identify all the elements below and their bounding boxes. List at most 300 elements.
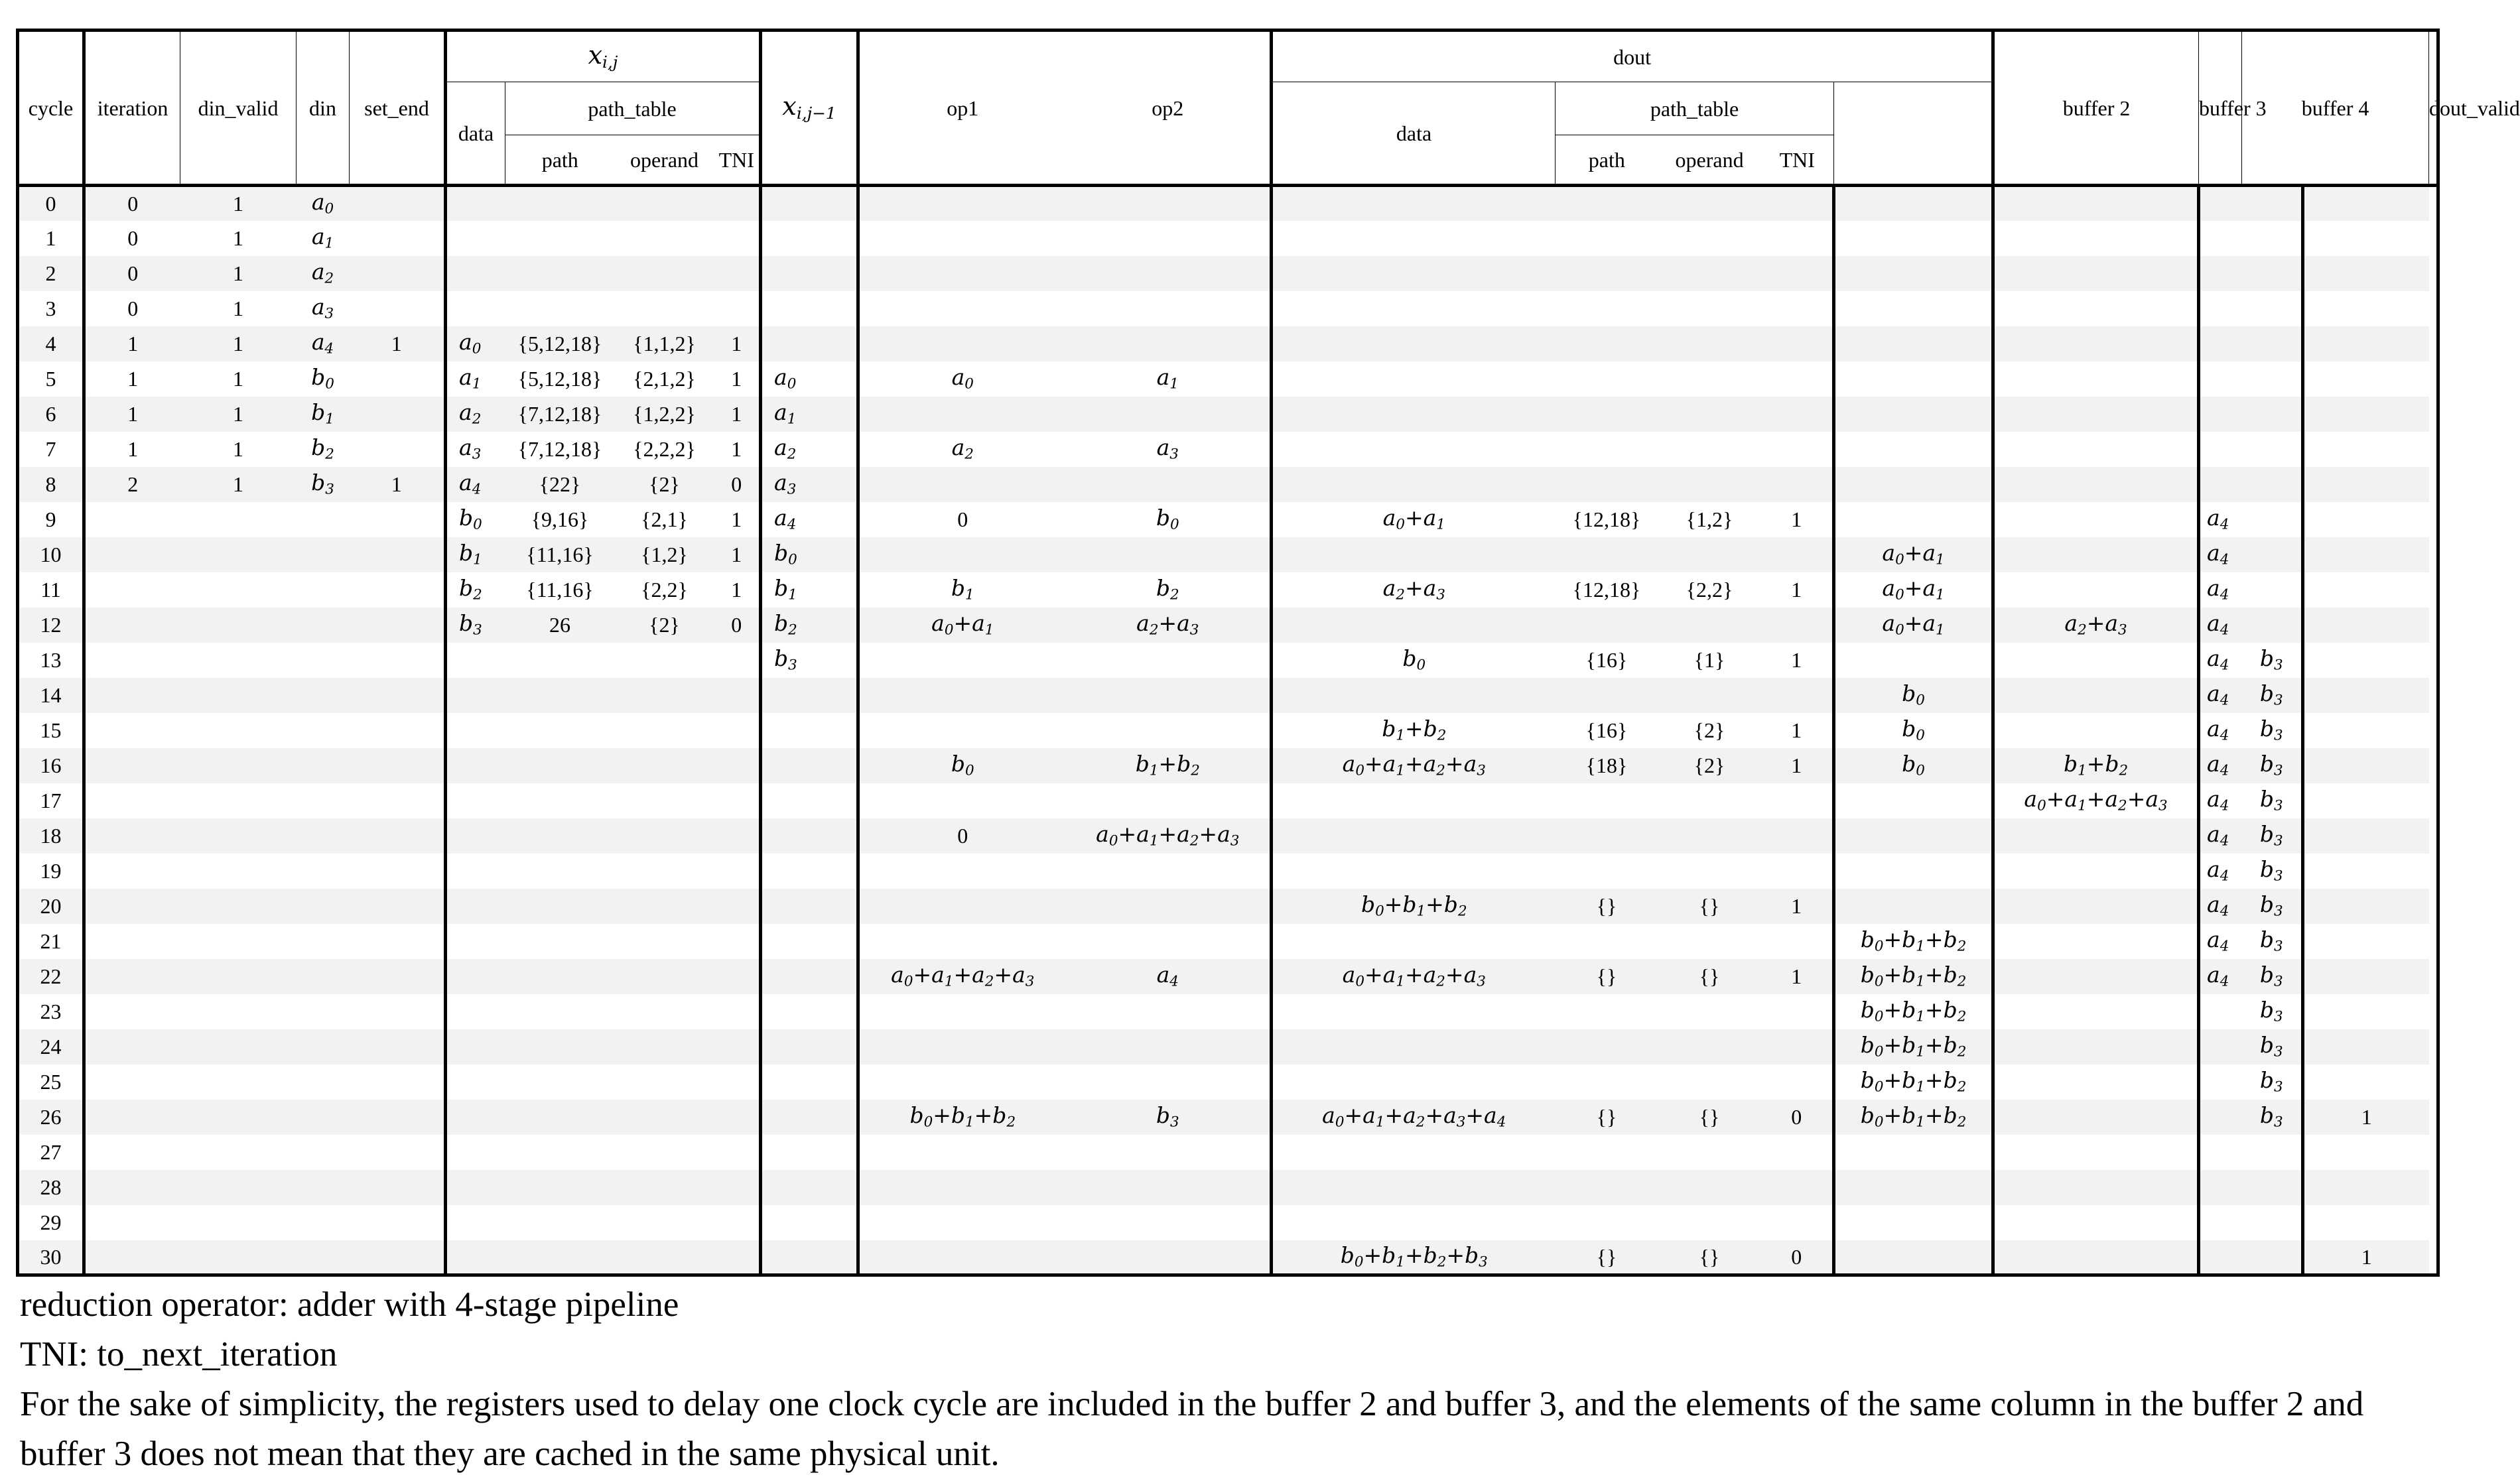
cell-din <box>297 713 350 748</box>
cell-x-prev: $b_0$ <box>761 537 858 572</box>
cell-x-data <box>446 291 505 326</box>
cell-op1 <box>858 291 1066 326</box>
cell-x-operand <box>615 818 714 854</box>
cell-x-path <box>505 1205 615 1240</box>
cell-buffer-2 <box>1834 221 1993 256</box>
cell-x-path <box>505 1029 615 1064</box>
cell-dout-tni <box>1761 256 1834 291</box>
cell-cycle: 29 <box>18 1205 84 1240</box>
cell-din <box>297 537 350 572</box>
col-buffer-3: buffer 3 <box>2199 31 2242 186</box>
cell-dout-operand <box>1658 291 1761 326</box>
cell-dout-tni: 0 <box>1761 1100 1834 1135</box>
cell-cycle: 16 <box>18 748 84 783</box>
cell-cycle: 19 <box>18 854 84 889</box>
cell-set-end: 1 <box>350 326 446 361</box>
cell-dout-path: {} <box>1556 959 1658 994</box>
cell-dout-path <box>1556 994 1658 1029</box>
cell-din-valid <box>180 678 297 713</box>
cell-iteration <box>84 643 180 678</box>
cell-dout-operand <box>1658 186 1761 221</box>
cell-x-prev: $a_3$ <box>761 467 858 502</box>
cell-dout-tni <box>1761 1029 1834 1064</box>
cell-din: $a_2$ <box>297 256 350 291</box>
cell-dout-operand: {} <box>1658 959 1761 994</box>
cell-iteration: 0 <box>84 186 180 221</box>
cell-buffer-3 <box>1993 1029 2199 1064</box>
cell-x-operand <box>615 1064 714 1100</box>
cell-x-tni: 1 <box>714 537 761 572</box>
table-row <box>18 537 2438 572</box>
cell-set-end <box>350 291 446 326</box>
cell-dout-path <box>1556 291 1658 326</box>
cell-dout-operand <box>1658 326 1761 361</box>
col-x-path: path <box>505 135 615 186</box>
cell-x-operand <box>615 1135 714 1170</box>
cell-iteration: 1 <box>84 432 180 467</box>
cell-dout-path: {12,18} <box>1556 502 1658 537</box>
cell-dout-operand <box>1658 994 1761 1029</box>
table-row <box>18 1029 2438 1064</box>
cell-dout-valid: 1 <box>2303 1100 2429 1135</box>
cell-set-end <box>350 397 446 432</box>
cell-buffer-4a <box>2199 1240 2242 1275</box>
table-row <box>18 1170 2438 1205</box>
cell-buffer-2: $a_0+a_1$ <box>1834 537 1993 572</box>
cell-din-valid <box>180 1100 297 1135</box>
cell-x-operand <box>615 783 714 818</box>
col-buffer-4: buffer 4 <box>2242 31 2429 186</box>
cell-x-path: {22} <box>505 467 615 502</box>
cell-dout-path <box>1556 1029 1658 1064</box>
cell-op1: $b_0$ <box>858 748 1066 783</box>
cell-dout-data <box>1272 537 1556 572</box>
cell-x-tni <box>714 256 761 291</box>
cell-x-operand: {1,2} <box>615 537 714 572</box>
cell-dout-operand <box>1658 678 1761 713</box>
cell-buffer-3 <box>1993 291 2199 326</box>
cell-dout-data <box>1272 361 1556 397</box>
cell-dout-valid <box>2303 748 2429 783</box>
cell-x-path <box>505 1170 615 1205</box>
cell-cycle: 2 <box>18 256 84 291</box>
cell-set-end <box>350 1064 446 1100</box>
cell-x-tni: 1 <box>714 326 761 361</box>
col-dout-operand: operand <box>1658 135 1761 186</box>
cell-dout-data <box>1272 467 1556 502</box>
cell-dout-operand <box>1658 361 1761 397</box>
cell-set-end <box>350 1029 446 1064</box>
cell-dout-valid <box>2303 1205 2429 1240</box>
col-dout-path-table: path_table <box>1556 82 1834 135</box>
cell-op1 <box>858 1170 1066 1205</box>
cell-x-path <box>505 818 615 854</box>
cell-buffer-3 <box>1993 467 2199 502</box>
cell-op1 <box>858 467 1066 502</box>
cell-dout-operand <box>1658 1170 1761 1205</box>
cell-dout-path <box>1556 221 1658 256</box>
cell-cycle: 5 <box>18 361 84 397</box>
cell-set-end <box>350 994 446 1029</box>
cell-buffer-2 <box>1834 326 1993 361</box>
cell-buffer-3 <box>1993 1135 2199 1170</box>
cell-op2: $a_4$ <box>1066 959 1272 994</box>
cell-din <box>297 1064 350 1100</box>
cell-x-tni <box>714 221 761 256</box>
cell-x-tni: 1 <box>714 502 761 537</box>
cell-din-valid <box>180 818 297 854</box>
cell-din <box>297 959 350 994</box>
cell-dout-tni: 1 <box>1761 959 1834 994</box>
cell-dout-data: $a_0+a_1+a_2+a_3+a_4$ <box>1272 1100 1556 1135</box>
cell-dout-valid <box>2303 467 2429 502</box>
cell-buffer-4b <box>2242 221 2303 256</box>
cell-buffer-2 <box>1834 889 1993 924</box>
cell-x-operand <box>615 713 714 748</box>
cell-x-operand <box>615 291 714 326</box>
cell-op1 <box>858 1240 1066 1275</box>
cell-dout-valid <box>2303 608 2429 643</box>
cell-dout-data <box>1272 1064 1556 1100</box>
cell-buffer-4a <box>2199 326 2242 361</box>
cell-din-valid <box>180 854 297 889</box>
cell-x-data: $b_2$ <box>446 572 505 608</box>
cell-x-path: 26 <box>505 608 615 643</box>
cell-dout-operand <box>1658 537 1761 572</box>
cell-dout-tni <box>1761 432 1834 467</box>
cell-buffer-4a <box>2199 1135 2242 1170</box>
cell-x-operand <box>615 924 714 959</box>
cell-din-valid: 1 <box>180 291 297 326</box>
cell-op2 <box>1066 678 1272 713</box>
cell-iteration <box>84 502 180 537</box>
cell-buffer-2: $a_0+a_1$ <box>1834 572 1993 608</box>
cell-x-data <box>446 1064 505 1100</box>
cell-dout-valid <box>2303 1135 2429 1170</box>
cell-set-end <box>350 186 446 221</box>
x-i-j-symbol: x <box>588 40 603 70</box>
cell-op2: $a_1$ <box>1066 361 1272 397</box>
cell-dout-data: $a_0+a_1$ <box>1272 502 1556 537</box>
cell-x-prev: $a_4$ <box>761 502 858 537</box>
cell-op2 <box>1066 854 1272 889</box>
cell-dout-valid <box>2303 713 2429 748</box>
table-row <box>18 432 2438 467</box>
cell-x-prev <box>761 818 858 854</box>
cell-x-tni: 1 <box>714 361 761 397</box>
cell-dout-tni: 1 <box>1761 643 1834 678</box>
cell-op2 <box>1066 1240 1272 1275</box>
cell-set-end <box>350 713 446 748</box>
cell-din-valid <box>180 1135 297 1170</box>
cell-buffer-4a: $a_4$ <box>2199 889 2242 924</box>
cell-x-tni <box>714 748 761 783</box>
cell-din <box>297 1029 350 1064</box>
col-dout-path: path <box>1556 135 1658 186</box>
table-row <box>18 643 2438 678</box>
cell-buffer-4b <box>2242 361 2303 397</box>
cell-set-end <box>350 783 446 818</box>
cell-buffer-2 <box>1834 1170 1993 1205</box>
cell-op1 <box>858 1205 1066 1240</box>
cell-x-path <box>505 994 615 1029</box>
cell-buffer-3 <box>1993 713 2199 748</box>
col-din-valid: din_valid <box>180 31 297 186</box>
cell-din <box>297 572 350 608</box>
cell-buffer-4b <box>2242 186 2303 221</box>
cell-op2: $b_2$ <box>1066 572 1272 608</box>
cell-dout-valid <box>2303 818 2429 854</box>
cell-set-end <box>350 678 446 713</box>
cell-dout-operand <box>1658 467 1761 502</box>
cell-x-data <box>446 748 505 783</box>
cell-dout-valid <box>2303 256 2429 291</box>
cell-buffer-3 <box>1993 1205 2199 1240</box>
cell-x-tni: 0 <box>714 608 761 643</box>
cell-x-prev <box>761 256 858 291</box>
cell-cycle: 27 <box>18 1135 84 1170</box>
cell-buffer-4a: $a_4$ <box>2199 608 2242 643</box>
cell-x-data: $a_0$ <box>446 326 505 361</box>
cell-dout-tni <box>1761 608 1834 643</box>
table-row <box>18 291 2438 326</box>
cell-x-path: {11,16} <box>505 572 615 608</box>
cell-cycle: 11 <box>18 572 84 608</box>
cell-din <box>297 854 350 889</box>
cell-iteration <box>84 537 180 572</box>
cell-buffer-4b <box>2242 1240 2303 1275</box>
cell-buffer-4a: $a_4$ <box>2199 748 2242 783</box>
cell-x-data <box>446 783 505 818</box>
cell-buffer-2 <box>1834 361 1993 397</box>
cell-x-tni <box>714 924 761 959</box>
cell-dout-data <box>1272 994 1556 1029</box>
cell-dout-data <box>1272 1029 1556 1064</box>
cell-x-prev <box>761 713 858 748</box>
cell-dout-data <box>1272 783 1556 818</box>
cell-buffer-2 <box>1834 1240 1993 1275</box>
cell-dout-path: {} <box>1556 889 1658 924</box>
cell-buffer-3 <box>1993 1100 2199 1135</box>
cell-x-tni <box>714 818 761 854</box>
col-dout-valid: dout_valid <box>2429 31 2438 186</box>
cell-buffer-4a <box>2199 291 2242 326</box>
cell-buffer-3 <box>1993 537 2199 572</box>
col-dout: dout <box>1272 31 1993 82</box>
cell-x-data <box>446 1240 505 1275</box>
cell-dout-path <box>1556 1170 1658 1205</box>
cell-cycle: 9 <box>18 502 84 537</box>
cell-set-end: 1 <box>350 467 446 502</box>
cell-cycle: 13 <box>18 643 84 678</box>
table-row <box>18 221 2438 256</box>
cell-din <box>297 1205 350 1240</box>
cell-din <box>297 818 350 854</box>
cell-x-tni <box>714 713 761 748</box>
cell-x-operand <box>615 256 714 291</box>
cell-x-tni <box>714 678 761 713</box>
cell-x-tni <box>714 1100 761 1135</box>
cell-buffer-4b <box>2242 326 2303 361</box>
cell-din <box>297 1240 350 1275</box>
cell-set-end <box>350 537 446 572</box>
cell-x-operand <box>615 1240 714 1275</box>
col-x-i-j-minus-1 <box>761 31 858 186</box>
cell-buffer-4b: $b_3$ <box>2242 783 2303 818</box>
cell-iteration <box>84 783 180 818</box>
cell-iteration <box>84 959 180 994</box>
cell-op2 <box>1066 467 1272 502</box>
cell-x-operand: {2,2} <box>615 572 714 608</box>
cell-buffer-2: $b_0+b_1+b_2$ <box>1834 924 1993 959</box>
cell-buffer-4b <box>2242 432 2303 467</box>
cell-buffer-4b: $b_3$ <box>2242 1064 2303 1100</box>
cell-op1 <box>858 643 1066 678</box>
cell-dout-operand: {} <box>1658 1240 1761 1275</box>
cell-dout-path: {} <box>1556 1100 1658 1135</box>
cell-buffer-2: $b_0$ <box>1834 713 1993 748</box>
cell-x-path: {5,12,18} <box>505 361 615 397</box>
cell-buffer-4a <box>2199 1029 2242 1064</box>
cell-dout-path <box>1556 783 1658 818</box>
cell-x-operand <box>615 1029 714 1064</box>
cell-set-end <box>350 432 446 467</box>
cell-set-end <box>350 643 446 678</box>
cell-din: $b_3$ <box>297 467 350 502</box>
cell-din: $a_4$ <box>297 326 350 361</box>
table-row <box>18 1135 2438 1170</box>
cell-dout-valid <box>2303 994 2429 1029</box>
table-row <box>18 959 2438 994</box>
cell-dout-valid <box>2303 924 2429 959</box>
cell-buffer-4b: $b_3$ <box>2242 678 2303 713</box>
cell-set-end <box>350 1240 446 1275</box>
cell-buffer-4b <box>2242 1135 2303 1170</box>
cell-dout-valid <box>2303 326 2429 361</box>
cell-dout-data <box>1272 818 1556 854</box>
cell-buffer-3 <box>1993 397 2199 432</box>
cell-dout-valid <box>2303 783 2429 818</box>
cell-buffer-2: $b_0+b_1+b_2$ <box>1834 1064 1993 1100</box>
cell-set-end <box>350 924 446 959</box>
cell-x-prev <box>761 889 858 924</box>
cell-dout-valid <box>2303 572 2429 608</box>
cell-x-path: {7,12,18} <box>505 397 615 432</box>
cell-x-tni <box>714 291 761 326</box>
cell-op2 <box>1066 326 1272 361</box>
cell-dout-tni: 1 <box>1761 713 1834 748</box>
cell-dout-data: $a_2+a_3$ <box>1272 572 1556 608</box>
cell-x-data <box>446 924 505 959</box>
table-row <box>18 748 2438 783</box>
cell-dout-tni: 1 <box>1761 572 1834 608</box>
cell-op2 <box>1066 1205 1272 1240</box>
cell-set-end <box>350 854 446 889</box>
cell-set-end <box>350 502 446 537</box>
cell-buffer-4a <box>2199 467 2242 502</box>
col-x-data: data <box>446 82 505 186</box>
cell-op1: 0 <box>858 502 1066 537</box>
cell-buffer-2: $b_0+b_1+b_2$ <box>1834 959 1993 994</box>
table-row <box>18 994 2438 1029</box>
cell-x-data <box>446 994 505 1029</box>
cell-x-tni <box>714 1029 761 1064</box>
cell-x-tni: 1 <box>714 397 761 432</box>
cell-buffer-4b <box>2242 502 2303 537</box>
cell-dout-operand <box>1658 924 1761 959</box>
table-row <box>18 608 2438 643</box>
cell-x-path <box>505 924 615 959</box>
pipeline-timing-table <box>16 29 2520 1277</box>
cell-cycle: 15 <box>18 713 84 748</box>
cell-x-data <box>446 1170 505 1205</box>
cell-op2 <box>1066 1064 1272 1100</box>
cell-x-path <box>505 959 615 994</box>
cell-buffer-4a: $a_4$ <box>2199 783 2242 818</box>
cell-dout-tni <box>1761 1170 1834 1205</box>
cell-buffer-3: $b_1+b_2$ <box>1993 748 2199 783</box>
cell-buffer-2 <box>1834 291 1993 326</box>
cell-iteration <box>84 1240 180 1275</box>
cell-buffer-4b: $b_3$ <box>2242 713 2303 748</box>
cell-buffer-4b <box>2242 1170 2303 1205</box>
cell-dout-path: {18} <box>1556 748 1658 783</box>
cell-op2: $a_2+a_3$ <box>1066 608 1272 643</box>
cell-din-valid: 1 <box>180 256 297 291</box>
cell-op1 <box>858 783 1066 818</box>
cell-cycle: 24 <box>18 1029 84 1064</box>
cell-dout-tni <box>1761 537 1834 572</box>
cell-set-end <box>350 1100 446 1135</box>
cell-buffer-4b <box>2242 608 2303 643</box>
cell-x-operand <box>615 889 714 924</box>
cell-dout-tni: 1 <box>1761 502 1834 537</box>
cell-din <box>297 924 350 959</box>
cell-buffer-2 <box>1834 818 1993 854</box>
cell-buffer-3 <box>1993 1064 2199 1100</box>
cell-buffer-3 <box>1993 678 2199 713</box>
cell-dout-operand: {2} <box>1658 713 1761 748</box>
cell-din <box>297 783 350 818</box>
cell-x-data <box>446 221 505 256</box>
col-op1: op1 <box>858 31 1066 186</box>
cell-cycle: 18 <box>18 818 84 854</box>
col-x-tni: TNI <box>714 135 761 186</box>
cell-cycle: 26 <box>18 1100 84 1135</box>
cell-cycle: 30 <box>18 1240 84 1275</box>
cell-buffer-3: $a_2+a_3$ <box>1993 608 2199 643</box>
cell-x-prev <box>761 221 858 256</box>
cell-x-tni <box>714 959 761 994</box>
cell-din-valid <box>180 713 297 748</box>
cell-dout-operand: {2} <box>1658 748 1761 783</box>
cell-dout-tni <box>1761 291 1834 326</box>
cell-iteration <box>84 818 180 854</box>
table-row <box>18 502 2438 537</box>
cell-x-path <box>505 783 615 818</box>
cell-set-end <box>350 361 446 397</box>
cell-dout-tni <box>1761 361 1834 397</box>
cell-x-prev <box>761 854 858 889</box>
cell-op2: $b_3$ <box>1066 1100 1272 1135</box>
cell-buffer-4b: $b_3$ <box>2242 748 2303 783</box>
cell-x-tni <box>714 1205 761 1240</box>
cell-dout-operand: {1} <box>1658 643 1761 678</box>
cell-dout-valid <box>2303 432 2429 467</box>
table-notes <box>20 1280 2428 1479</box>
cell-buffer-2: $b_0+b_1+b_2$ <box>1834 1100 1993 1135</box>
cell-dout-valid <box>2303 502 2429 537</box>
